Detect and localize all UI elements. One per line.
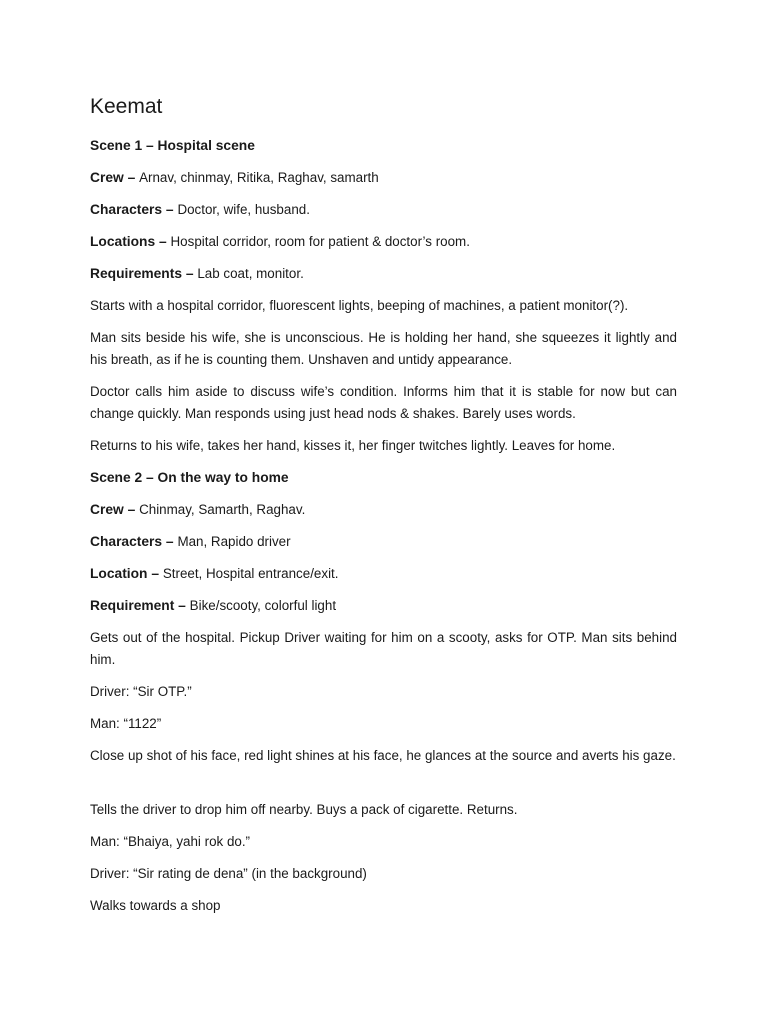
scene-2-characters xyxy=(90,531,677,553)
characters-value: Man, Rapido driver xyxy=(177,534,291,549)
paragraph: Starts with a hospital corridor, fluorescent lights, beeping of machines, a patient monitor(?). xyxy=(90,298,629,313)
scene-1-requirements xyxy=(90,263,677,285)
dialogue-line: Driver: “Sir rating de dena” (in the background) xyxy=(90,866,367,881)
crew-value: Chinmay, Samarth, Raghav. xyxy=(139,502,306,517)
paragraph: Tells the driver to drop him off nearby. Buys a pack of cigarette. Returns. xyxy=(90,802,518,817)
scene-1-crew xyxy=(90,167,677,189)
scene-1-locations xyxy=(90,231,677,253)
requirements-value: Lab coat, monitor. xyxy=(197,266,304,281)
scene-2-heading: Scene 2 – On the way to home xyxy=(90,470,289,485)
crew-label: Crew – xyxy=(90,170,140,185)
locations-label: Locations – xyxy=(90,234,171,249)
location-label: Location – xyxy=(90,566,163,581)
crew-value: Arnav, chinmay, Ritika, Raghav, samarth xyxy=(139,170,379,185)
characters-label: Characters – xyxy=(90,202,178,217)
dialogue-line: Man: “Bhaiya, yahi rok do.” xyxy=(90,834,251,849)
location-value: Street, Hospital entrance/exit. xyxy=(162,566,339,581)
scene-2-crew xyxy=(90,499,677,521)
paragraph: Walks towards a shop xyxy=(90,898,221,913)
paragraph: Gets out of the hospital. Pickup Driver waiting for him on a scooty, asks for OTP. Man sits behind him. xyxy=(90,630,677,667)
requirements-label: Requirements – xyxy=(90,266,198,281)
scene-2-location xyxy=(90,563,677,585)
requirement-value: Bike/scooty, colorful light xyxy=(189,598,337,613)
dialogue-line: Driver: “Sir OTP.” xyxy=(90,684,192,699)
paragraph: Close up shot of his face, red light shines at his face, he glances at the source and averts his gaze. xyxy=(90,748,676,763)
crew-label: Crew – xyxy=(90,502,140,517)
characters-value: Doctor, wife, husband. xyxy=(177,202,310,217)
requirement-label: Requirement – xyxy=(90,598,190,613)
scene-2-requirement xyxy=(90,595,677,617)
paragraph: Doctor calls him aside to discuss wife’s condition. Informs him that it is stable for now but can change quickly. Man responds using just head nods & shakes. Barely uses words. xyxy=(90,384,677,421)
paragraph: Man sits beside his wife, she is unconscious. He is holding her hand, she squeezes it lightly and his breath, as if he is counting them. Unshaven and untidy appearance. xyxy=(90,330,677,367)
paragraph: Returns to his wife, takes her hand, kisses it, her finger twitches lightly. Leaves for home. xyxy=(90,438,616,453)
scene-1-heading: Scene 1 – Hospital scene xyxy=(90,138,255,153)
dialogue-line: Man: “1122” xyxy=(90,716,162,731)
characters-label: Characters – xyxy=(90,534,178,549)
document-title: Keemat xyxy=(90,95,163,118)
locations-value: Hospital corridor, room for patient & doctor’s room. xyxy=(170,234,470,249)
scene-1-characters xyxy=(90,199,677,221)
